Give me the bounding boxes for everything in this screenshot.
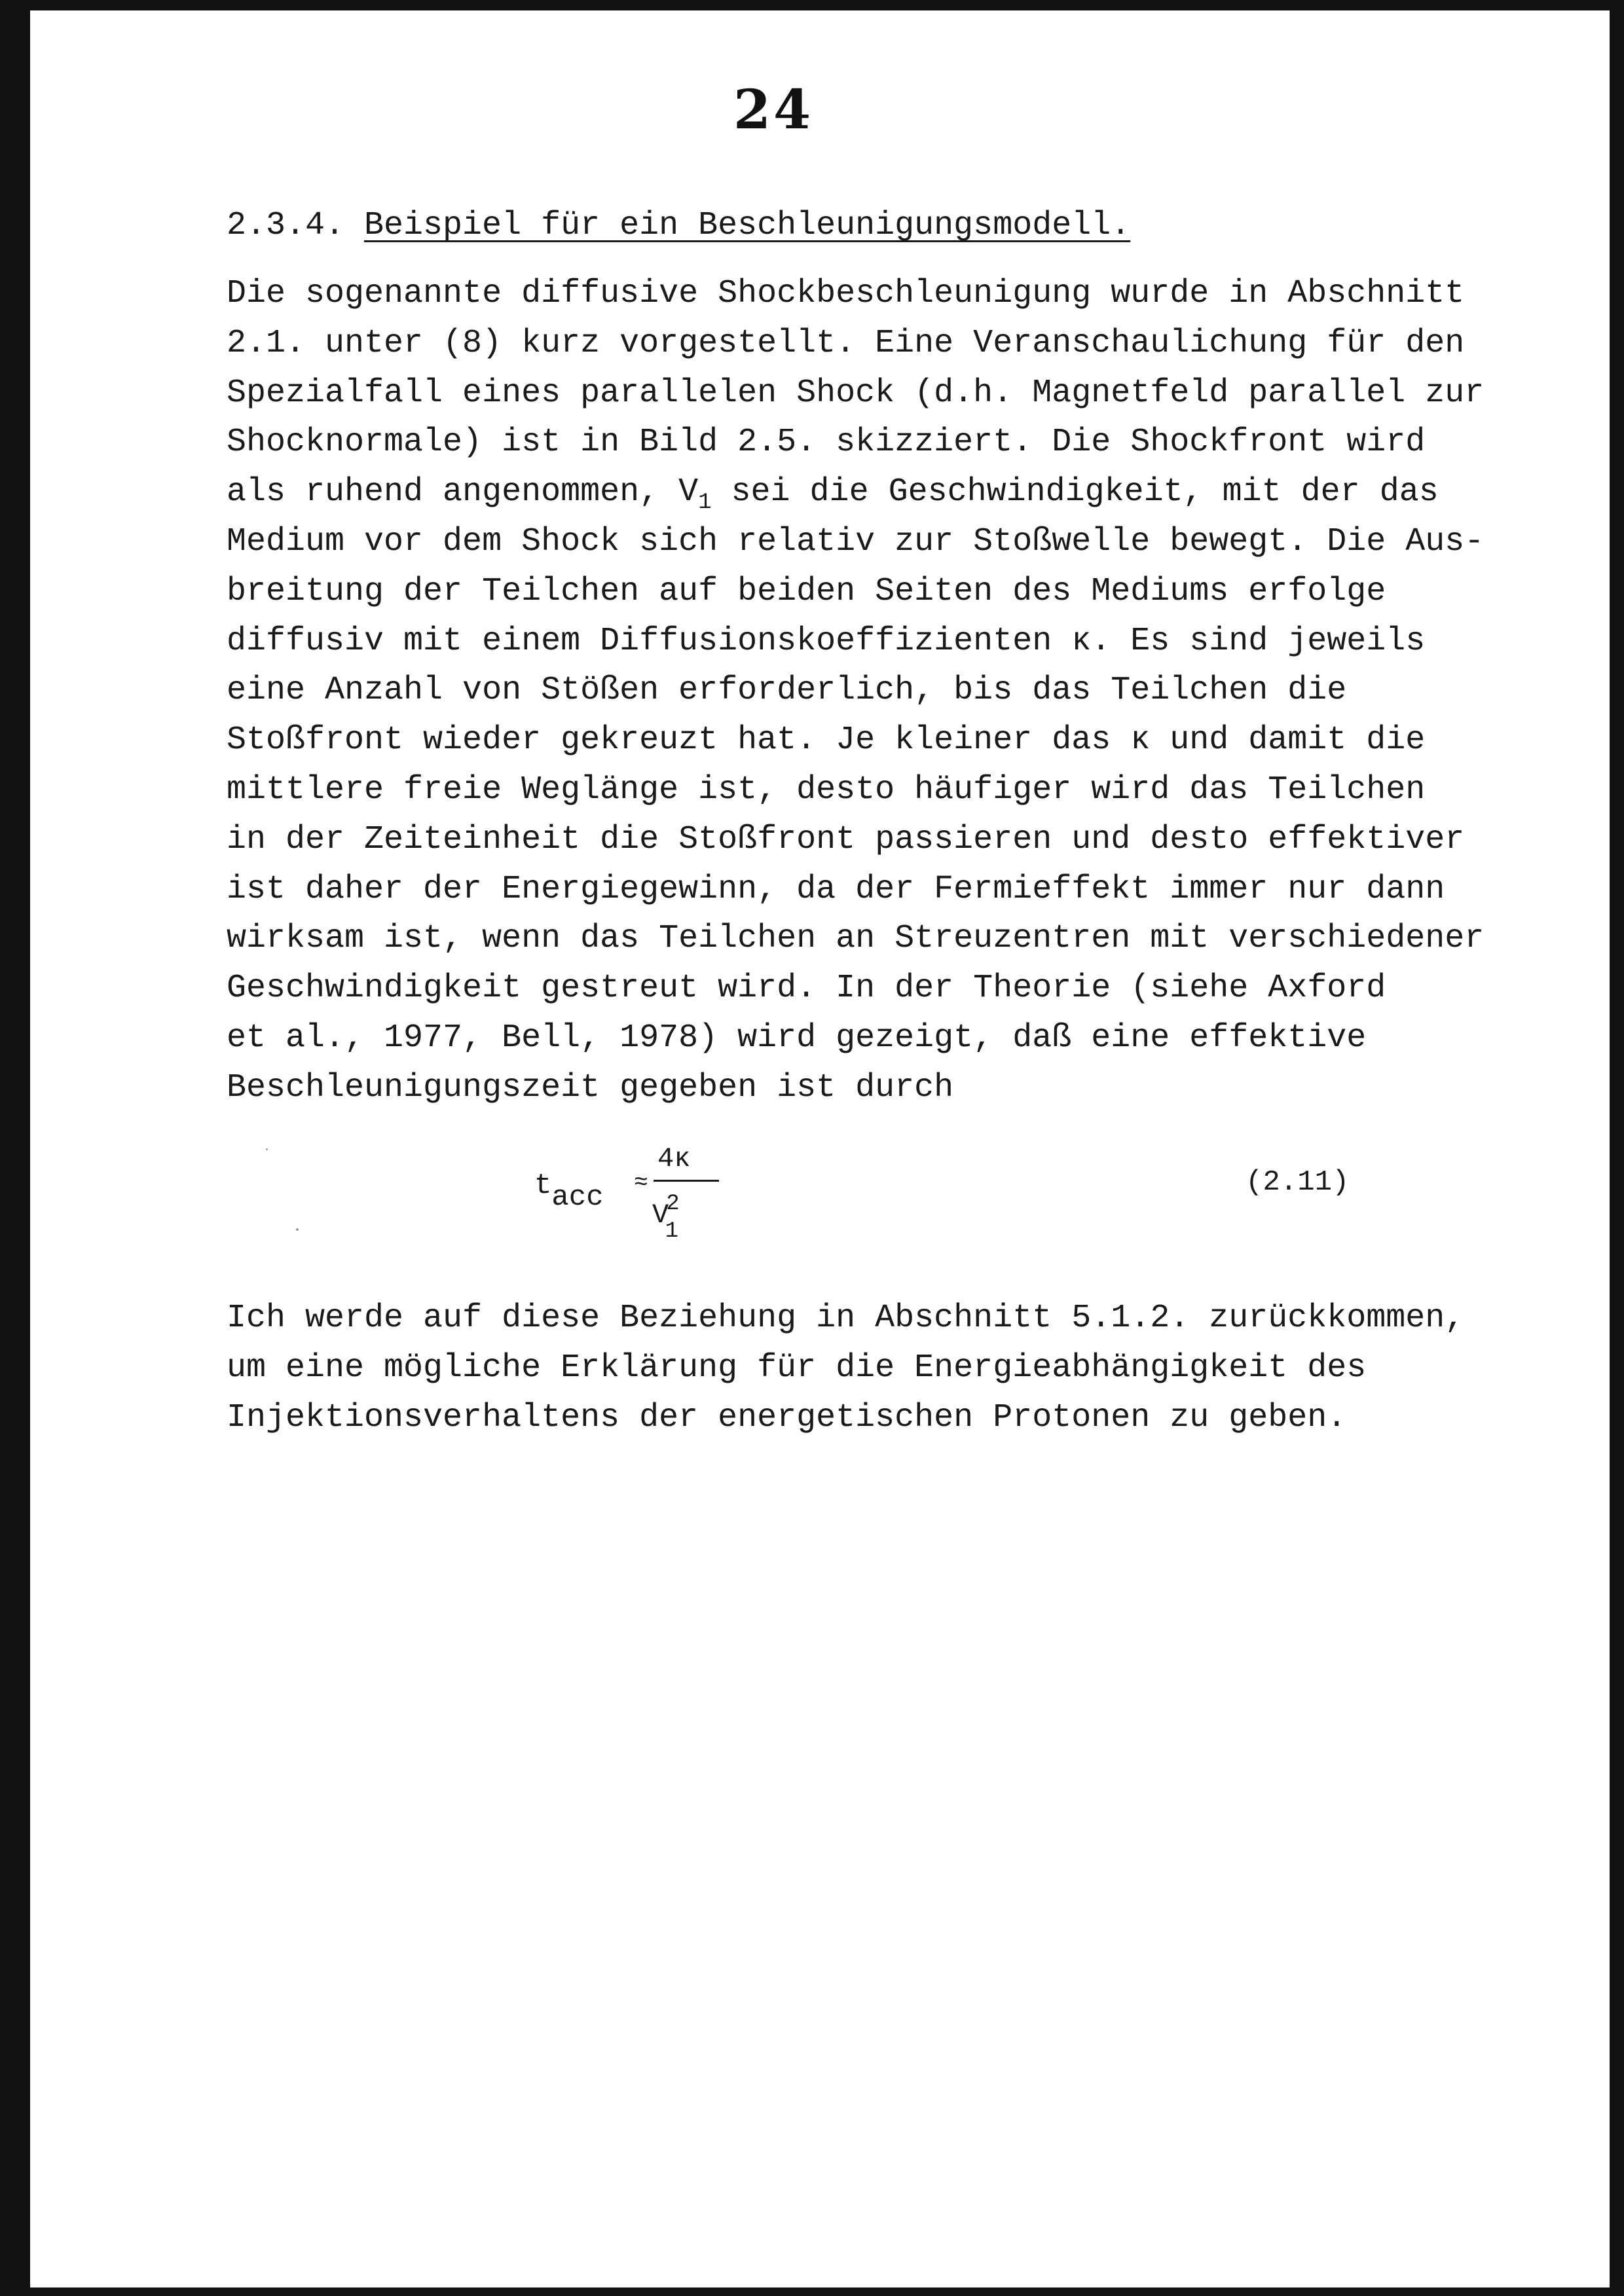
page-number: 24 (733, 79, 814, 141)
text-fragment: sei die Geschwindigkeit, mit der das (711, 473, 1439, 511)
equation-variable: t (534, 1169, 552, 1202)
equation-lhs (534, 1169, 604, 1214)
text-line: 2.1. unter (8) kurz vorgestellt. Eine Veranschaulichung für den (227, 324, 1465, 362)
denominator-variable: V (652, 1199, 669, 1231)
text-line: Beschleunigungszeit gegeben ist durch (227, 1068, 954, 1106)
text-line: Spezialfall eines parallelen Shock (d.h. Magnetfeld parallel zur (227, 374, 1485, 412)
text-line: um eine mögliche Erklärung für die Energieabhängigkeit des (227, 1349, 1367, 1387)
section-title: Beispiel für ein Beschleunigungsmodell. (364, 207, 1131, 244)
text-line: Shocknormale) ist in Bild 2.5. skizziert. Die Shockfront wird (227, 424, 1426, 462)
denominator-subscript: 1 (665, 1219, 679, 1244)
text-line: Medium vor dem Shock sich relativ zur Stoßwelle bewegt. Die Aus- (227, 522, 1485, 560)
scan-speck (296, 1228, 299, 1231)
equation-denominator (652, 1192, 678, 1244)
equation-label: (2.11) (1246, 1166, 1350, 1199)
scan-speck (266, 1148, 268, 1150)
denominator-exponent: 2 (666, 1192, 680, 1216)
text-line: diffusiv mit einem Diffusionskoeffizienten κ. Es sind jeweils (227, 622, 1426, 660)
equation-numerator: 4κ (657, 1143, 691, 1175)
text-line: Injektionsverhaltens der energetischen Protonen zu geben. (227, 1398, 1347, 1436)
section-heading (227, 207, 1130, 244)
document-page (30, 10, 1610, 2287)
text-line: Die sogenannte diffusive Shockbeschleunigung wurde in Abschnitt (227, 275, 1465, 312)
subscript: 1 (698, 490, 712, 516)
text-line: ist daher der Energiegewinn, da der Fermieffekt immer nur dann (227, 870, 1445, 908)
text-line: breitung der Teilchen auf beiden Seiten des Mediums erfolge (227, 572, 1386, 610)
paragraph-intro (227, 269, 1484, 1113)
text-line: Ich werde auf diese Beziehung in Abschnitt 5.1.2. zurückkommen, (227, 1300, 1465, 1337)
fraction-bar (654, 1180, 719, 1182)
text-line: eine Anzahl von Stößen erforderlich, bis das Teilchen die (227, 672, 1347, 710)
text-line: Geschwindigkeit gestreut wird. In der Theorie (siehe Axford (227, 970, 1386, 1008)
equation-lhs-subscript: acc (551, 1181, 604, 1214)
text-fragment: als ruhend angenommen, V (227, 473, 699, 511)
text-line: Stoßfront wieder gekreuzt hat. Je kleiner das κ und damit die (227, 721, 1426, 759)
paragraph-closing (227, 1294, 1464, 1442)
text-line (227, 467, 1484, 517)
text-line: wirksam ist, wenn das Teilchen an Streuzentren mit verschiedener (227, 920, 1485, 958)
text-line: mittlere freie Weglänge ist, desto häufiger wird das Teilchen (227, 771, 1426, 809)
text-line: et al., 1977, Bell, 1978) wird gezeigt, daß eine effektive (227, 1019, 1367, 1057)
section-number: 2.3.4. (227, 207, 345, 244)
approx-symbol: ≈ (634, 1169, 648, 1196)
text-line: in der Zeiteinheit die Stoßfront passieren und desto effektiver (227, 820, 1465, 858)
